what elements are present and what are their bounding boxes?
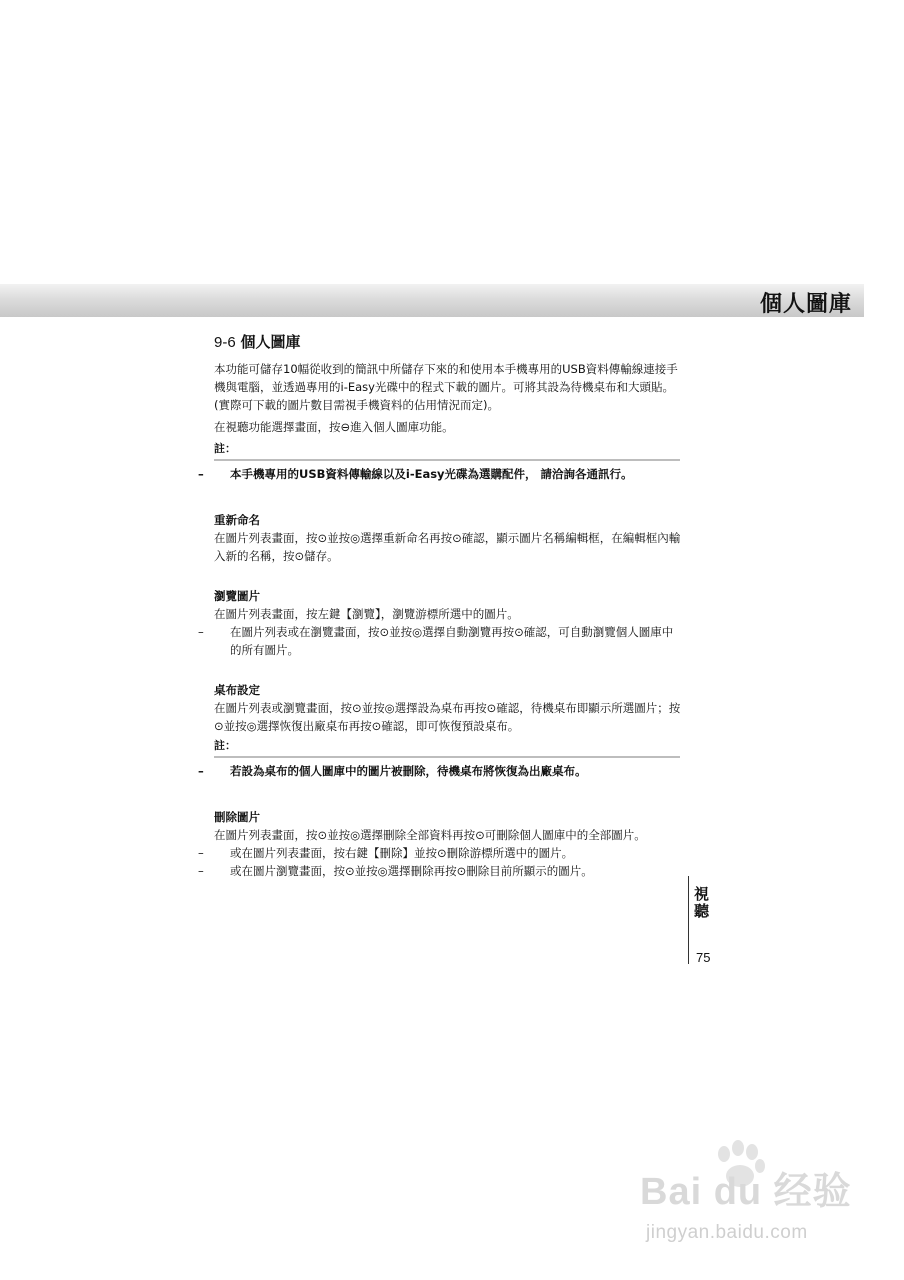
wallpaper-heading: 桌布設定 (214, 683, 260, 697)
chapter-header-title: 個人圖庫 (759, 291, 852, 317)
browse-text: 在圖片列表畫面，按左鍵【瀏覽】，瀏覽游標所選中的圖片。 (214, 607, 519, 621)
section-title (214, 330, 684, 354)
baidu-watermark (640, 1140, 860, 1260)
dash-bullet: – (198, 467, 204, 481)
intro-paragraph: 本功能可儲存10幅從收到的簡訊中所儲存下來的和使用本手機專用的USB資料傳輸線連接手機與電腦，並透過專用的i-Easy光碟中的程式下載的圖片。可將其設為待機桌布和大頭貼。(實際可下載的圖片數目需視手機資料的佔用情況而定)。 (214, 362, 678, 412)
delete-block (198, 808, 684, 880)
rename-text: 在圖片列表畫面，按⊙並按◎選擇重新命名再按⊙確認，顯示圖片名稱編輯框，在編輯框內輸入新的名稱，按⊙儲存。 (214, 531, 681, 563)
dash-bullet: – (198, 846, 204, 860)
delete-bullet-1 (198, 844, 684, 862)
section-number: 9-6 (214, 334, 236, 351)
delete-bullet-2-text: 或在圖片瀏覽畫面，按⊙並按◎選擇刪除再按⊙刪除目前所顯示的圖片。 (230, 864, 593, 878)
note-text (198, 465, 684, 483)
watermark-url: jingyan.baidu.com (646, 1222, 808, 1243)
watermark-logo: Bai du 经验 (640, 1171, 852, 1213)
note-divider-2 (214, 756, 680, 758)
delete-bullet-1-text: 或在圖片列表畫面，按右鍵【刪除】並按⊙刪除游標所選中的圖片。 (230, 846, 574, 860)
dash-bullet: – (198, 764, 204, 778)
section-title-text: 個人圖庫 (240, 333, 301, 351)
rename-block (214, 511, 684, 565)
page-number: 75 (696, 950, 711, 965)
dash-bullet: – (198, 625, 204, 639)
note-text-2-content: 若設為桌布的個人圖庫中的圖片被刪除，待機桌布將恢復為出廠桌布。 (230, 764, 587, 778)
note-divider (214, 459, 680, 461)
delete-heading: 刪除圖片 (214, 810, 260, 824)
enter-instruction: 在視聽功能選擇畫面，按⊖進入個人圖庫功能。 (214, 420, 454, 434)
wallpaper-block (214, 681, 684, 735)
note-text-2 (198, 762, 684, 780)
note-label: 註： (214, 442, 236, 455)
page-content (198, 330, 684, 880)
browse-heading: 瀏覽圖片 (214, 589, 260, 603)
chapter-header-band (0, 284, 864, 317)
browse-bullet-text: 在圖片列表或在瀏覽畫面，按⊙並按◎選擇自動瀏覽再按⊙確認，可自動瀏覽個人圖庫中的所有圖片。 (230, 625, 674, 657)
side-tab-rule (688, 876, 689, 964)
note-label-2: 註： (214, 739, 236, 752)
delete-text: 在圖片列表畫面，按⊙並按◎選擇刪除全部資料再按⊙可刪除個人圖庫中的全部圖片。 (214, 828, 646, 842)
wallpaper-text: 在圖片列表或瀏覽畫面，按⊙並按◎選擇設為桌布再按⊙確認，待機桌布即顯示所選圖片；按⊙並按◎選擇恢復出廠桌布再按⊙確認，即可恢復預設桌布。 (214, 701, 681, 733)
browse-block (198, 587, 684, 659)
delete-bullet-2 (198, 862, 684, 880)
browse-bullet (198, 623, 684, 659)
dash-bullet: – (198, 864, 204, 878)
note-text-content: 本手機專用的USB資料傳輸線以及i-Easy光碟為選購配件， 請洽詢各通訊行。 (230, 467, 633, 481)
side-tab-label: 視聽 (694, 885, 710, 920)
rename-heading: 重新命名 (214, 513, 260, 527)
